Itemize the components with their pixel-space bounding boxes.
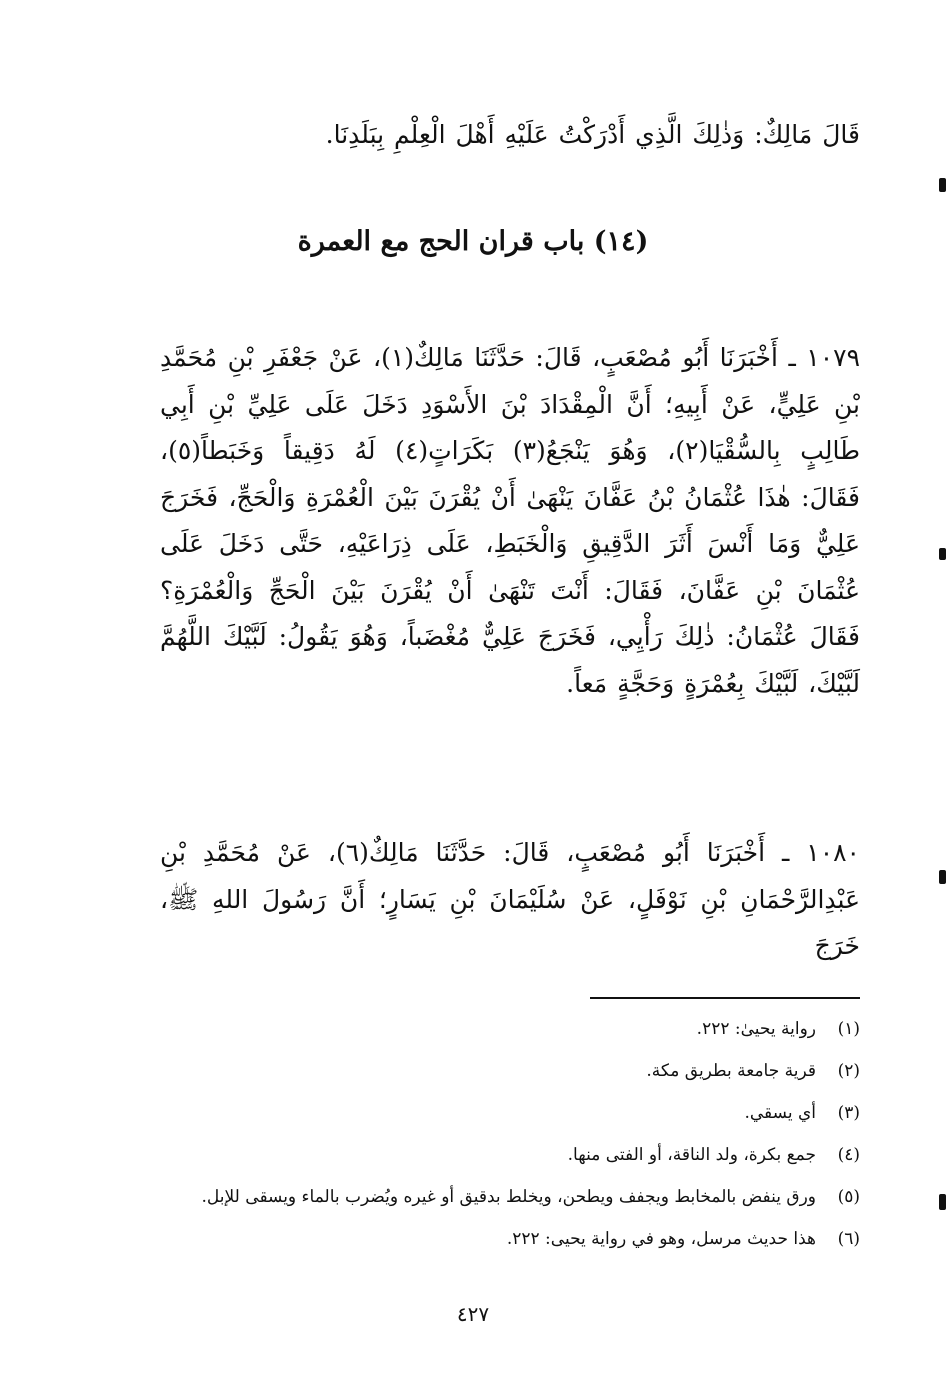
scan-edge-mark <box>939 1194 946 1210</box>
footnote-number: (٥) <box>837 1187 860 1207</box>
footnote-divider <box>590 997 860 999</box>
footnote-number: (٦) <box>837 1229 860 1249</box>
scan-edge-mark <box>939 178 946 192</box>
footnote-number: (٢) <box>837 1061 860 1081</box>
footnote-item <box>160 1226 860 1252</box>
hadith-1080: ١٠٨٠ ـ أَخْبَرَنَا أَبُو مُصْعَبٍ، قَالَ: حَدَّثَنَا مَالِكٌ(٦)، عَنْ مُحَمَّدِ بْنِ عَبْدِالرَّحْمَانِ بْنِ نَوْفَلٍ، عَنْ سُلَيْمَانَ بْنِ يَسَارٍ؛ أَنَّ رَسُولَ اللهِ ﷺ، خَرَجَ <box>160 838 860 960</box>
footnote-item <box>160 1016 860 1042</box>
footnote-text: ورق ينفض بالمخابط ويجفف ويطحن، ويخلط بدقيق أو غيره ويُضرب بالماء ويسقى للإبل. <box>201 1187 816 1207</box>
footnote-text: رواية يحيىٰ: ٢٢٢. <box>696 1019 816 1039</box>
intro-line: قَالَ مَالِكٌ: وَذٰلِكَ الَّذِي أَدْرَكْتُ عَلَيْهِ أَهْلَ الْعِلْمِ بِبَلَدِنَا. <box>325 120 860 149</box>
footnotes-list <box>160 1016 860 1268</box>
footnote-text: هذا حديث مرسل، وهو في رواية يحيى: ٢٢٢. <box>506 1229 816 1249</box>
footnote-item <box>160 1142 860 1168</box>
scan-edge-mark <box>939 548 946 560</box>
footnote-text: جمع بكرة، ولد الناقة، أو الفتى منها. <box>567 1145 816 1165</box>
footnote-item <box>160 1184 860 1210</box>
footnote-item <box>160 1100 860 1126</box>
footnote-text: أي يسقي. <box>744 1103 816 1123</box>
footnote-number: (٣) <box>837 1103 860 1123</box>
page-number: ٤٢٧ <box>456 1302 490 1326</box>
scan-edge-mark <box>939 870 946 884</box>
hadith-1079: ١٠٧٩ ـ أَخْبَرَنَا أَبُو مُصْعَبٍ، قَالَ: حَدَّثَنَا مَالِكٌ(١)، عَنْ جَعْفَرِ بْنِ مُحَمَّدِ بْنِ عَلِيٍّ، عَنْ أَبِيهِ؛ أَنَّ الْمِقْدَادَ بْنَ الأَسْوَدِ دَخَلَ عَلَى عَلِيِّ بْنِ أَبِي طَالِبٍ بِالسُّقْيَا(٢)، وَهُوَ يَنْجَعُ(٣) بَكَرَاتٍ(٤) لَهُ دَقِيقاً وَخَبَطاً(٥)، فَقَالَ: هٰذَا عُثْمَانُ بْنُ عَفَّانَ يَنْهَىٰ أَنْ يُقْرَنَ بَيْنَ الْعُمْرَةِ وَالْحَجِّ، فَخَرَجَ عَلِيٌّ وَمَا أَنْسَ أَثَرَ الدَّقِيقِ وَالْخَبَطِ، عَلَى ذِرَاعَيْهِ، حَتَّى دَخَلَ عَلَى عُثْمَانَ بْنِ عَفَّانَ، فَقَالَ: أَنْتَ تَنْهَىٰ أَنْ يُقْرَنَ بَيْنَ الْحَجِّ وَالْعُمْرَةِ؟ فَقَالَ عُثْمَانُ: ذٰلِكَ رَأْيِي، فَخَرَجَ عَلِيٌّ مُغْضَباً، وَهُوَ يَقُولُ: لَبَّيْكَ اللَّهُمَّ لَبَّيْكَ، لَبَّيْكَ بِعُمْرَةٍ وَحَجَّةٍ مَعاً. <box>160 343 860 698</box>
footnote-number: (١) <box>837 1019 860 1039</box>
footnote-item <box>160 1058 860 1084</box>
chapter-title: (١٤) باب قران الحج مع العمرة <box>297 226 649 257</box>
footnote-number: (٤) <box>837 1145 860 1165</box>
footnote-text: قرية جامعة بطريق مكة. <box>646 1061 816 1081</box>
